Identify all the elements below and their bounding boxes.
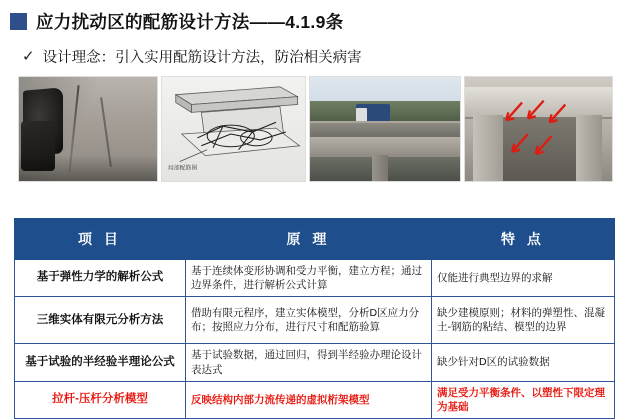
- cell-principle: 基于连续体变形协调和受力平衡，建立方程；通过边界条件，进行解析公式计算: [186, 260, 432, 297]
- bridge-with-truck-photo: [309, 76, 460, 182]
- cell-feature: 缺少针对D区的试验数据: [432, 344, 615, 381]
- photo-bridge-girder: [310, 137, 459, 157]
- cell-principle: 反映结构内部力流传递的虚拟桁架模型: [186, 381, 432, 418]
- table-row: [15, 344, 615, 381]
- column-header-principle: 原 理: [186, 219, 432, 260]
- check-icon: ✓: [22, 47, 35, 65]
- table-row-highlighted: [15, 381, 615, 418]
- comparison-table: [14, 218, 615, 419]
- cell-principle: 借助有限元程序，建立实体模型，分析D区应力分布；按照应力分布，进行尺寸和配筋验算: [186, 297, 432, 344]
- photo-shadow: [19, 155, 157, 181]
- title-text: 应力扰动区的配筋设计方法——4.1.9条: [36, 11, 344, 32]
- title-bullet-icon: [10, 13, 27, 30]
- cell-item: 基于弹性力学的解析公式: [15, 260, 186, 297]
- column-header-item: 项 目: [15, 219, 186, 260]
- cell-item: 拉杆-压杆分析模型: [15, 381, 186, 418]
- methods-table: [14, 218, 615, 419]
- cell-feature: 仅能进行典型边界的求解: [432, 260, 615, 297]
- photo-strip: [18, 76, 613, 182]
- diagram-linework: [162, 77, 305, 181]
- cell-feature: 满足受力平衡条件、以塑性下限定理为基础: [432, 381, 615, 418]
- subtitle-row: [0, 36, 629, 70]
- cell-item: 基于试验的半经验半理论公式: [15, 344, 186, 381]
- cell-principle: 基于试验数据，通过回归，得到半经验办理论设计表达式: [186, 344, 432, 381]
- girder-bearing-detail-photo: [464, 76, 613, 182]
- subtitle-text: 设计理念：引入实用配筋设计方法，防治相关病害: [42, 49, 362, 66]
- table-header-row: [15, 219, 615, 260]
- strut-and-tie-model-diagram: [161, 76, 307, 182]
- table-row: [15, 260, 615, 297]
- column-header-feature: 特 点: [432, 219, 615, 260]
- cell-item: 三维实体有限元分析方法: [15, 297, 186, 344]
- svg-text:局部配筋图: 局部配筋图: [167, 165, 197, 172]
- page-title: [0, 0, 629, 36]
- photo-bridge-pier: [372, 155, 388, 181]
- table-row: [15, 297, 615, 344]
- cell-feature: 缺少建模原则；材料的弹塑性、混凝土-钢筋的粘结、模型的边界: [432, 297, 615, 344]
- concrete-damage-photo: [18, 76, 158, 182]
- photo-truck-cab: [356, 108, 367, 122]
- red-arrow-annotations: [465, 77, 612, 181]
